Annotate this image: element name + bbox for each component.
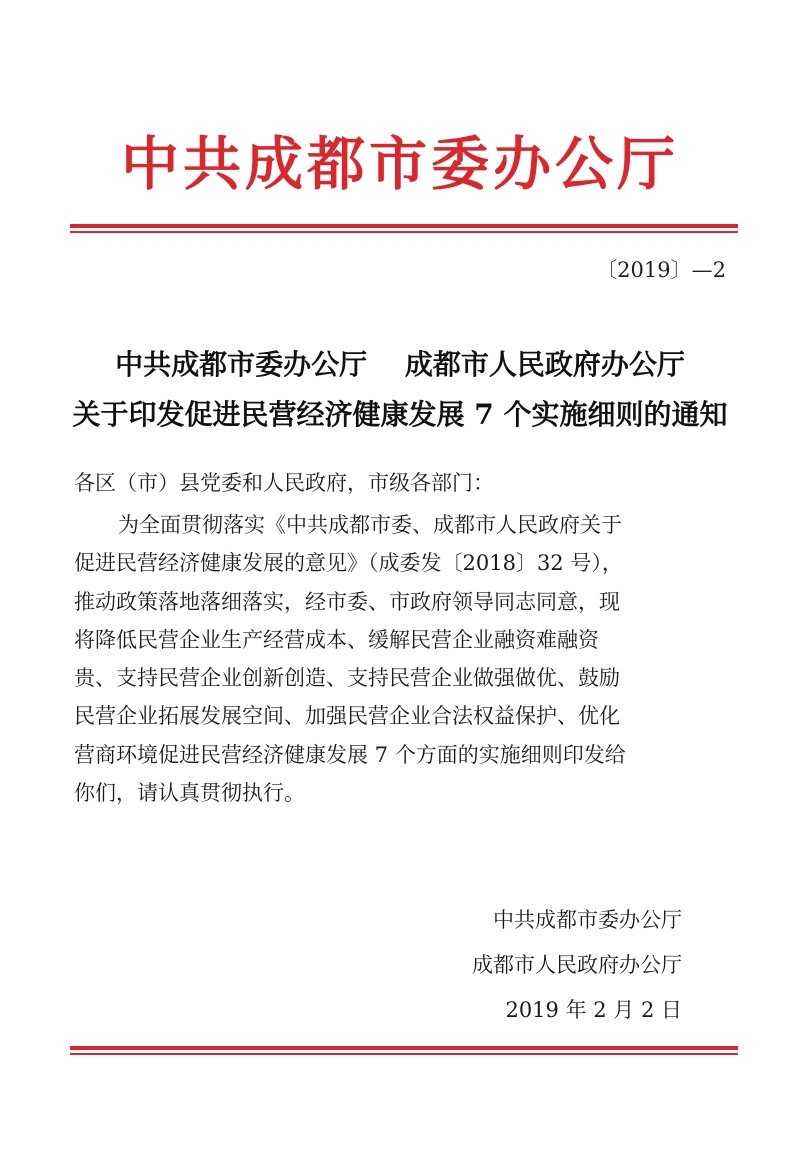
footer-rule-thin-line [70,1053,738,1055]
header-rule-thin-line [70,231,738,233]
body-line: 推动政策落地落细落实，经市委、市政府领导同志同意，现 [74,589,620,614]
header-rule-thick-line [70,224,738,228]
body-line: 民营企业拓展发展空间、加强民营企业合法权益保护、优化 [74,704,620,729]
body-line: 将降低民营企业生产经营成本、缓解民营企业融资难融资 [74,627,599,652]
signature-issuer-1: 中共成都市委办公厅 [493,908,682,932]
signature-block [472,898,682,1033]
signature-date: 2019 年 2 月 2 日 [505,998,682,1022]
footer-rule-thick-line [70,1046,738,1050]
body-line: 你们，请认真贯彻执行。 [74,781,305,806]
body-line: 贵、支持民营企业创新创造、支持民营企业做强做优、鼓励 [74,666,620,691]
issuing-organization-header: 中共成都市委办公厅 [120,130,679,198]
body-line: 促进民营经济健康发展的意见》（成委发〔2018〕32 号）， [74,551,623,576]
document-title [0,340,800,440]
body-line: 为全面贯彻落实《中共成都市委、成都市人民政府关于 [118,513,622,537]
header-red-rule [70,224,738,233]
signature-issuer-2: 成都市人民政府办公厅 [472,953,682,977]
body-line: 营商环境促进民营经济健康发展 7 个方面的实施细则印发给 [74,742,626,767]
footer-red-rule [70,1046,738,1055]
document-title-line-2: 关于印发促进民营经济健康发展 7 个实施细则的通知 [72,398,728,431]
document-title-line-1: 中共成都市委办公厅 成都市人民政府办公厅 [115,348,685,381]
body-paragraph [74,506,734,812]
salutation: 各区（市）县党委和人民政府，市级各部门： [74,471,494,495]
document-number: 〔2019〕—2 [596,258,726,282]
